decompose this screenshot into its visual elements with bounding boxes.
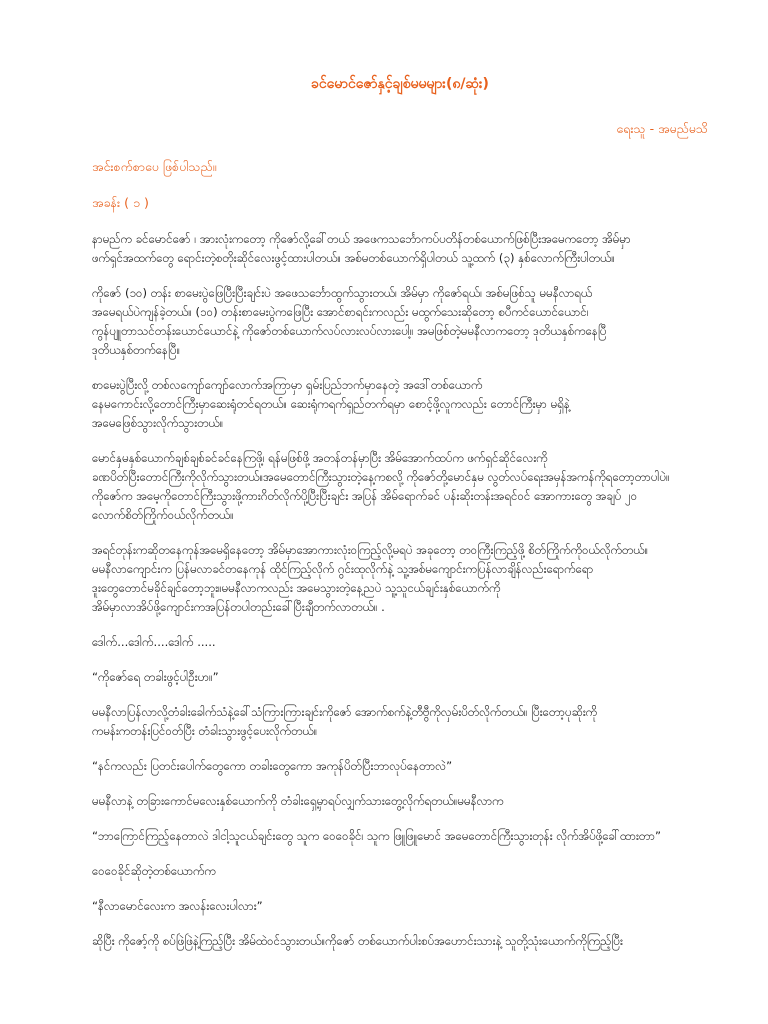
- document-title: ခင်မောင်ဇော်နှင့်ချစ်မမများ(၈/ဆုံး): [311, 76, 489, 92]
- paragraph: မမနီလာနဲ့ တခြားကောင်မလေးနှစ်ယောက်ကို တံခါးရှေ့မှာရပ်လျှက်သားတွေ့လိုက်ရတယ်။မမနီလာက: [92, 794, 504, 808]
- paragraph: “ဘာကြောင်ကြည့်နေတာလဲ ဒါငါ့သူငယ်ချင်းတွေ သူက ဝေဝေခိုင်၊ သူက ဖြူဖြူမောင် အမေတောင်ကြီးသွားတုန်း လိုက်အိပ်ဖို့ခေါ်ထားတာ”: [92, 829, 661, 843]
- publisher-intro: အင်းစက်စာပေ ဖြစ်ပါသည်။: [92, 159, 217, 174]
- paragraph: “နင်ကလည်း ပြတင်းပေါက်တွေကော တခါးတွေကော အကုန်ပိတ်ပြီးဘာလုပ်နေတာလဲ”: [92, 759, 453, 773]
- paragraph: အရင်တုန်းကဆိုတနေကုန်အမေရှိနေတော့ အိမ်မှာအောကားလုံးဝကြည့်လို့မရပဲ အခုတော့ တဝကြီးကြည့်ဖို့ စိတ်ကြိုက်ကိုဝယ်လိုက်တယ်။ မမနီလာကျောင်းက ပြန်မလာခင်တနေကုန် ထိုင်ကြည့်လိုက် ဂွင်းထုလိုက်နဲ့ သူ့အစ်မကျောင်းကပြန်လာချိန်လည်းရောက်ရော ဒူးတွေတောင်မခိုင်ချင်တော့ဘူး။မမနီလာကလည်း အမေသွားတဲ့နေ့ညပဲ သူ့သူငယ်ချင်းနှစ်ယောက်ကို အိမ်မှာလာအိပ်ဖို့ကျောင်းကအပြန်တပါတည်းခေါ်ပြီးချီတက်လာတယ်။ .: [92, 543, 649, 614]
- paragraph: စာမေးပွဲပြီးလို့ တစ်လကျော်ကျော်လောက်အကြာမှာ ရှမ်းပြည်ဘက်မှာနေတဲ့ အဒေါ်တစ်ယောက် နေမကောင်းလို့တောင်ကြီးမှာဆေးရုံတင်ရတယ်။ ဆေးရုံကရက်ရှည်တက်ရမှာ စောင့်ဖို့လူကလည်း တောင်ကြီးမှာ မရှိနဲ့ အမေဖြေစ်သွားလိုက်သွားတယ်။: [92, 378, 570, 430]
- author-line: ရေးသူ - အမည်မသိ: [616, 121, 708, 136]
- paragraph: နာမည်က ခင်မောင်ဇော် ၊ အားလုံးကတော့ ကိုဇော်လို့ခေါ်တယ် အဖေကသင်္ဘောကပ်ပတိန်တစ်ယောက်ဖြစ်ပြီးအမေကတော့ အိမ်မှာ ဖက်ရှင်အထက်တွေ ရောင်းတဲ့စတိုးဆိုင်လေးဖွင့်ထားပါတယ်။ အစ်မတစ်ယောက်ရှိပါတယ် သူ့ထက် (၃) နှစ်လောက်ကြီးပါတယ်။: [92, 232, 631, 265]
- paragraph: မမနီလာပြန်လာလို့တံခါးခေါက်သံနဲ့ခေါ်သံကြားကြားချင်းကိုဇော် အောက်စက်နဲ့တီဗွီကိုလှမ်းပိတ်လိုက်တယ်။ ပြီးတော့ပုဆိုးကို ကမန်းကတန်းပြင်ဝတ်ပြီး တံခါးသွားဖွင့်ပေးလိုက်တယ်။: [92, 705, 598, 738]
- paragraph: “နီလာမောင်လေးက အလန်းလေးပါလား”: [92, 899, 263, 913]
- paragraph: ဆိုပြီး ကိုဇော့်ကို စပ်ဖြဲဖြဲနဲ့ကြည့်ပြီး အိမ်ထဲဝင်သွားတယ်။ကိုဇော် တစ်ယောက်ပါးစပ်အဟောင်းသားနဲ့ သူတို့သုံးယောက်ကိုကြည့်ပြီး: [92, 934, 623, 948]
- paragraph: ကိုဇော် (၁၀) တန်း စာမေးပွဲဖြေပြီးပြီးချင်းပဲ အဖေသင်္ဘောထွက်သွားတယ်၊ အိမ်မှာ ကိုဇော်ရယ်၊ အစ်မဖြစ်သူ မမနီလာရယ် အမေရယ်ပဲကျန်ခဲ့တယ်။ (၁၀) တန်းစာမေးပွဲကဖြေပြီး အောင်စာရင်းကလည်း မထွက်သေးဆိုတော့ စပီကင်ယောင်ယောင်၊ ကွန်ပျူတာသင်တန်းယောင်ယောင်နဲ့ ကိုဇော်တစ်ယောက်လပ်လားလပ်လားပေါ့။ အမဖြစ်တဲ့မမနီလာကတော့ ဒုတိယနှစ်ကနေပြီ ဒုတိယနှစ်တက်နေပြီ။: [92, 286, 607, 357]
- paragraph: မောင်နှမနှစ်ယောက်ချစ်ချစ်ခင်ခင်နေကြဖို့၊ ရန်မဖြစ်ဖို့ အတန်တန်မှာပြီး အိမ်အောက်ထပ်က ဖက်ရှင်ဆိုင်လေးကို ခဏပိတ်ပြီးတောင်ကြီးကိုလိုက်သွားတယ်။အမေတောင်ကြီးသွားတဲ့နေ့ကစလို့ ကိုဇော်တို့မောင်နှမ လွတ်လပ်ရေးအမှန်အကန်ကိုရတော့တာပါပဲ။ ကိုဇော်က အမေ့ကိုတောင်ကြီးသွားဖို့ကားဂိတ်လိုက်ပို့ပြီးပြီးချင်း အပြန် အိမ်ရောက်ခင် ပန်းဆိုးတန်းအရင်ဝင် အောကားတွေ အချပ် ၂၀ လောက်စိတ်ကြိုက်ဝယ်လိုက်တယ်။: [92, 451, 670, 522]
- paragraph: ဒေါက်...ဒေါက်....ဒေါက် .....: [92, 635, 216, 649]
- paragraph: ဝေဝေခိုင်ဆိုတဲ့တစ်ယောက်က: [92, 864, 216, 878]
- paragraph: “ကိုဇော်ရေ တခါးဖွင့်ပါဦးဟ။”: [92, 670, 219, 684]
- chapter-heading: အခန်း ( ၁ ): [92, 195, 149, 210]
